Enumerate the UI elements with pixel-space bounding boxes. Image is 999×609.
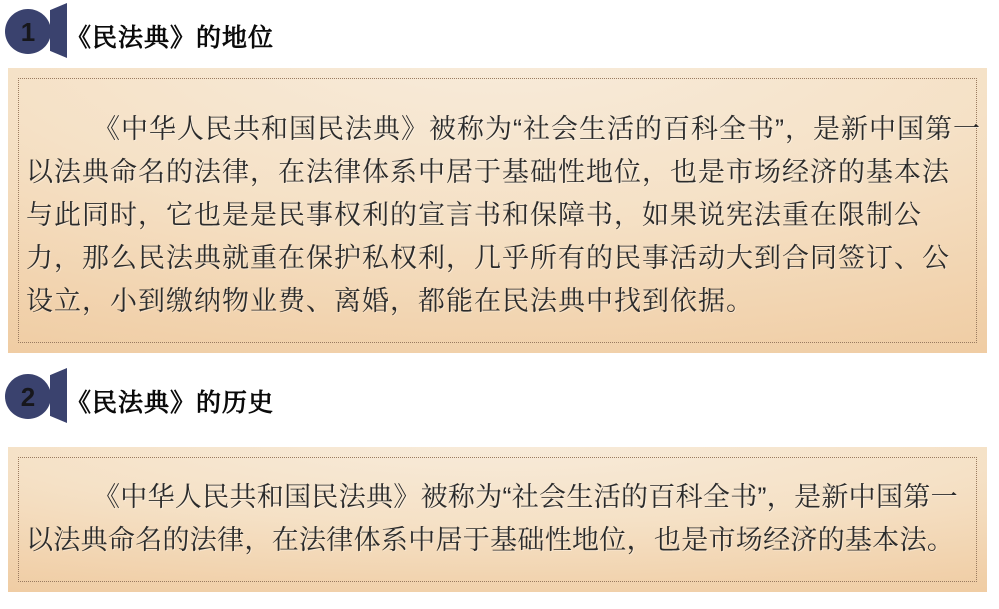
section-2-title: 《民法典》的历史 — [66, 389, 275, 417]
number-circle — [5, 374, 51, 419]
section-1-header — [0, 3, 999, 63]
section-1-title: 《民法典》的地位 — [66, 24, 275, 52]
paragraph-line: 以法典命名的法律，在法律体系中居于基础性地位，也是市场经济的基本法 — [26, 157, 950, 187]
section-1-number-badge — [5, 3, 69, 59]
ribbon-bar-icon — [50, 3, 67, 58]
paragraph-line: 《中华人民共和国民法典》被称为“社会生活的百科全书”，是新中国第一 — [93, 482, 958, 512]
section-number: 1 — [20, 16, 36, 47]
section-1-paragraph — [26, 108, 987, 323]
section-2-number-badge — [5, 368, 69, 424]
paragraph-line: 设立，小到缴纳物业费、离婚，都能在民法典中找到依据。 — [26, 286, 754, 316]
paragraph-line: 力，那么民法典就重在保护私权利，几乎所有的民事活动大到合同签订、公 — [26, 243, 950, 273]
section-number: 2 — [20, 381, 36, 412]
section-2-paragraph — [26, 476, 987, 562]
ribbon-bar-icon — [50, 368, 67, 423]
paragraph-line: 与此同时，它也是是民事权利的宣言书和保障书，如果说宪法重在限制公 — [26, 200, 922, 230]
paragraph-line: 《中华人民共和国民法典》被称为“社会生活的百科全书”，是新中国第一 — [93, 114, 981, 144]
paragraph-line: 以法典命名的法律，在法律体系中居于基础性地位，也是市场经济的基本法。 — [26, 525, 955, 555]
section-2-header — [0, 368, 999, 428]
number-circle — [5, 9, 51, 54]
section-1-content-box — [8, 68, 987, 353]
section-2-content-box — [8, 447, 987, 592]
